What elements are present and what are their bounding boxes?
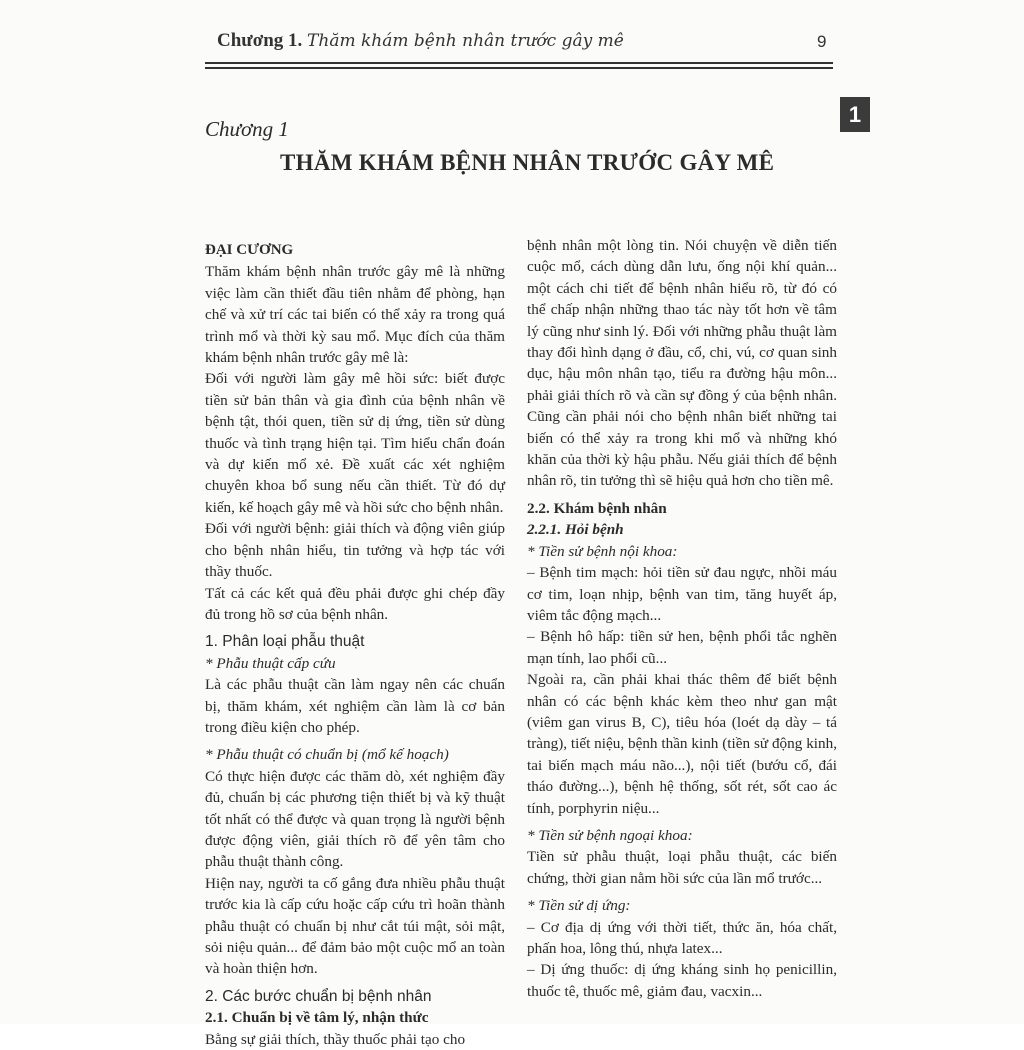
paragraph: Có thực hiện được các thăm dò, xét nghiệm đầy đủ, chuẩn bị các phương tiện thiết bị và kỹ thuật tốt nhất có thể được và quan trọng là người bệnh được động viên, giải thích rõ để yên tâm cho phẫu thuật thành công. [205, 767, 505, 871]
subheading: * Tiền sử bệnh ngoại khoa: [527, 826, 693, 844]
paragraph: Thăm khám bệnh nhân trước gây mê là những việc làm cần thiết đầu tiên nhằm để phòng, hạn chế và xử trí các tai biến có thể xảy ra trong quá trình mổ và thời kỳ sau mổ. Mục đích của thăm khám bệnh nhân trước gây mê là: [205, 263, 505, 367]
chapter-tab: 1 [840, 97, 870, 132]
subheading: * Phẫu thuật cấp cứu [205, 654, 336, 672]
list-item: – Dị ứng thuốc: dị ứng kháng sinh họ penicillin, thuốc tê, thuốc mê, giảm đau, vacxin... [527, 961, 837, 1000]
paragraph: bệnh nhân một lòng tin. Nói chuyện về diễn tiến cuộc mổ, cách dùng dẫn lưu, ống nội khí quản... một cách chi tiết để bệnh nhân hiểu rõ, từ đó có thể chấp nhận những thao tác này tốt hơn về tâm lý cũng như sinh lý. Đối với những phẫu thuật làm thay đổi hình dạng ở đầu, cổ, chi, vú, cơ quan sinh dục, hậu môn nhân tạo, tiểu ra đường hậu môn... phải giải thích rõ và cần sự đồng ý của bệnh nhân. Cũng cần phải nói cho bệnh nhân biết những tai biến có thể xảy ra trong khi mổ và những khó khăn của thời kỳ hậu phẫu. Nếu giải thích để bệnh nhân rõ, tin tưởng thì sẽ hiệu quả hơn cho tiền mê. [527, 237, 837, 490]
list-item: – Cơ địa dị ứng với thời tiết, thức ăn, hóa chất, phấn hoa, lông thú, nhựa latex... [527, 918, 837, 957]
paragraph: Là các phẫu thuật cần làm ngay nên các chuẩn bị, thăm khám, xét nghiệm cần làm là cơ bản trong điều kiện cho phép. [205, 676, 505, 736]
section-heading: ĐẠI CƯƠNG [205, 242, 294, 258]
paragraph: Tiền sử phẫu thuật, loại phẫu thuật, các biến chứng, thời gian nằm hồi sức của lần mổ trước... [527, 848, 837, 887]
page-number: 9 [817, 32, 827, 51]
running-header-chapter: Chương 1. [217, 30, 303, 51]
subheading: * Tiền sử bệnh nội khoa: [527, 542, 678, 560]
running-header-title: Thăm khám bệnh nhân trước gây mê [307, 31, 624, 51]
subheading: * Tiền sử dị ứng: [527, 897, 631, 915]
list-item: – Bệnh tim mạch: hỏi tiền sử đau ngực, nhồi máu cơ tim, loạn nhịp, bệnh van tim, tăng huyết áp, viêm tắc động mạch... [527, 564, 837, 624]
header-rule [205, 67, 833, 69]
paragraph: Hiện nay, người ta cố gắng đưa nhiều phẫu thuật trước kia là cấp cứu hoặc cấp cứu trì hoãn thành phẫu thuật có chuẩn bị như cắt túi mật, sỏi mật, sỏi niệu quản... để đảm bảo một cuộc mổ an toàn và hoàn thiện hơn. [205, 874, 505, 978]
heading-level-2: 2.1. Chuẩn bị về tâm lý, nhận thức [205, 1009, 429, 1027]
heading-level-1: 2. Các bước chuẩn bị bệnh nhân [205, 987, 432, 1005]
paragraph: Đối với người bệnh: giải thích và động viên giúp cho bệnh nhân hiểu, tin tưởng và hợp tác với thầy thuốc. [205, 520, 505, 581]
header-rule [205, 62, 833, 64]
heading-level-3: 2.2.1. Hỏi bệnh [527, 521, 624, 539]
heading-level-1: 1. Phân loại phẫu thuật [205, 633, 365, 651]
subheading: * Phẫu thuật có chuẩn bị (mổ kế hoạch) [205, 746, 449, 764]
list-item: – Bệnh hô hấp: tiền sử hen, bệnh phổi tắc nghẽn mạn tính, lao phổi cũ... [527, 628, 837, 667]
paragraph: Đối với người làm gây mê hồi sức: biết được tiền sử bản thân và gia đình của bệnh nhân về bệnh tật, thói quen, tiền sử dị ứng, tiền sử dùng thuốc và tình trạng hiện tại. Tìm hiểu chẩn đoán và dự kiến mổ xẻ. Đề xuất các xét nghiệm chuyên khoa bổ sung nếu cần thiết. Từ đó dự kiến, kế hoạch gây mê và hồi sức cho bệnh nhân. [205, 370, 505, 516]
right-column [527, 235, 837, 1002]
paragraph: Bằng sự giải thích, thầy thuốc phải tạo cho [205, 1030, 466, 1048]
left-column [205, 240, 505, 1050]
heading-level-2: 2.2. Khám bệnh nhân [527, 499, 667, 517]
paragraph: Ngoài ra, cần phải khai thác thêm để biết bệnh nhân có các bệnh khác kèm theo như gan mật (viêm gan virus B, C), tiêu hóa (loét dạ dày – tá tràng), tiết niệu, bệnh thần kinh (tiền sử động kinh, tai biến mạch máu não...), nội tiết (bướu cổ, đái tháo đường...), bệnh hệ thống, sốt rét, sốt cao ác tính, porphyrin niệu... [527, 671, 837, 817]
chapter-title: THĂM KHÁM BỆNH NHÂN TRƯỚC GÂY MÊ [280, 150, 775, 175]
chapter-label: Chương 1 [205, 117, 289, 141]
paragraph: Tất cả các kết quả đều phải được ghi chép đầy đủ trong hồ sơ của bệnh nhân. [205, 584, 505, 623]
running-header [217, 30, 624, 52]
